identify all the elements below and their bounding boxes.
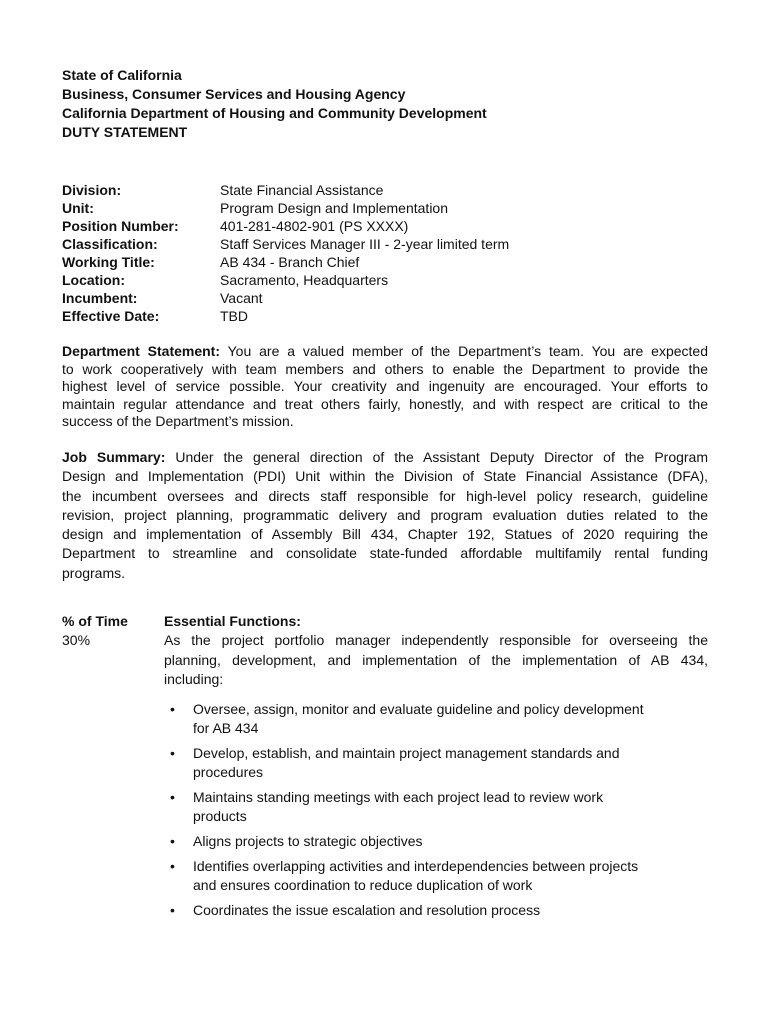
bullet-icon: • [170,858,175,874]
paragraph-line: including: [164,670,224,687]
paragraph-line: to work cooperatively with team members and others to enable the Department to provide the [62,360,708,377]
essential-functions-header: Essential Functions: [164,613,301,629]
list-item [164,700,694,738]
field-label: Working Title: [62,254,155,270]
field-row-working-title [62,253,509,271]
field-label: Incumbent: [62,290,138,306]
paragraph-line: success of the Department’s mission. [62,413,294,429]
paragraph-line: Department to streamline and consolidate state-funded affordable multifamily rental funding [62,545,708,562]
duties-list [164,700,694,926]
list-item [164,832,694,851]
paragraph-line: Design and Implementation (PDI) Unit within the Division of State Financial Assistance (DFA), [62,468,708,485]
department-statement [62,343,708,431]
paragraph-line: the incumbent oversees and directs staff responsible for high-level policy research, guideline [62,487,708,504]
field-value: Sacramento, Headquarters [220,272,389,288]
paragraph-line: design and implementation of Assembly Bill 434, Chapter 192, Statues of 2020 requiring the [62,526,708,543]
field-row-incumbent [62,289,509,307]
list-item-text: for AB 434 [193,720,259,736]
paragraph-text: You are a valued member of the Department’s team. You are expected [220,343,709,359]
list-item [164,857,694,895]
document-header [62,66,487,142]
paragraph-line: programs. [62,564,126,581]
field-value: TBD [220,308,248,324]
field-value: Program Design and Implementation [220,200,449,216]
field-label: Classification: [62,236,158,252]
department-statement-label: Department Statement: [62,343,221,359]
job-summary [62,448,708,583]
field-label: Location: [62,272,125,288]
field-value: State Financial Assistance [220,182,384,198]
paragraph-line [62,343,708,361]
position-fields [62,181,509,325]
field-label: Position Number: [62,218,179,234]
list-item-text: products [193,808,247,824]
header-agency: Business, Consumer Services and Housing Agency [62,86,406,102]
field-row-division [62,181,509,199]
list-item [164,744,694,782]
field-label: Division: [62,182,122,198]
bullet-icon: • [170,789,175,805]
list-item-text: Develop, establish, and maintain project management standards and [193,745,620,761]
job-summary-label: Job Summary: [62,449,166,465]
field-value: Vacant [220,290,263,306]
paragraph-text: Under the general direction of the Assistant Deputy Director of the Program [165,449,708,465]
list-item-text: procedures [193,764,264,780]
bullet-icon: • [170,701,175,717]
field-row-unit [62,199,509,217]
time-column [62,612,128,650]
header-department: California Department of Housing and Community Development [62,105,487,121]
list-item-text: Aligns projects to strategic objectives [193,833,423,849]
paragraph-line: highest level of service possible. Your creativity and ingenuity are encouraged. Your efforts to [62,378,708,394]
field-row-classification [62,235,509,253]
bullet-icon: • [170,745,175,761]
time-value: 30% [62,632,91,648]
field-row-location [62,271,509,289]
list-item-text: and ensures coordination to reduce duplication of work [193,877,533,893]
bullet-icon: • [170,833,175,849]
list-item-text: Identifies overlapping activities and interdependencies between projects [193,858,639,874]
paragraph-line: planning, development, and implementation of the implementation of AB 434, [164,651,708,668]
header-title: DUTY STATEMENT [62,124,188,140]
list-item [164,788,694,826]
bullet-icon: • [170,902,175,918]
list-item-text: Oversee, assign, monitor and evaluate guideline and policy development [193,701,644,717]
list-item-text: Maintains standing meetings with each project lead to review work [193,789,604,805]
field-label: Effective Date: [62,308,160,324]
field-row-position-number [62,217,509,235]
field-label: Unit: [62,200,94,216]
field-row-effective-date [62,307,509,325]
header-state: State of California [62,67,182,83]
paragraph-line: maintain regular attendance and treat others fairly, honestly, and with respect are critical to the [62,395,708,412]
paragraph-line: revision, project planning, programmatic delivery and program evaluation duties related to the [62,506,708,523]
paragraph-line [62,448,708,467]
essential-functions [164,612,708,689]
paragraph-line: As the project portfolio manager independently responsible for overseeing the [164,632,708,649]
list-item [164,901,694,920]
field-value: 401-281-4802-901 (PS XXXX) [220,218,409,234]
time-header: % of Time [62,613,128,629]
field-value: Staff Services Manager III - 2-year limited term [220,236,510,252]
list-item-text: Coordinates the issue escalation and resolution process [193,902,541,918]
field-value: AB 434 - Branch Chief [220,254,360,270]
